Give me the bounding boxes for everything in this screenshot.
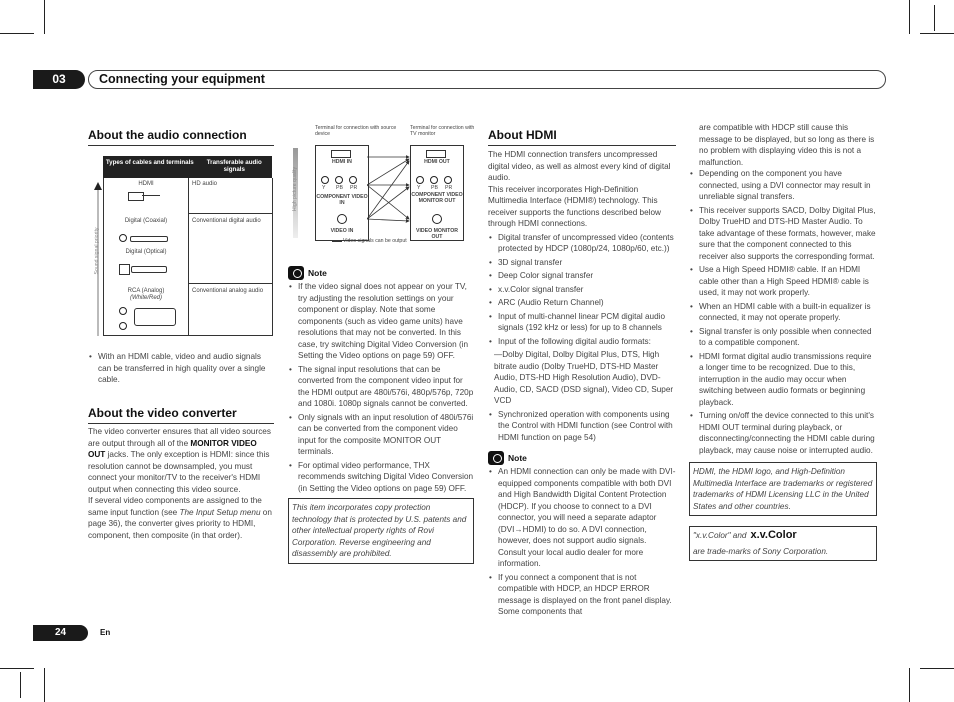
list-item: • Synchronized operation with components using the Control with HDMI function (see Control with HDMI function on page 54) [498, 409, 676, 444]
note-section [288, 266, 474, 564]
text: If several video components are assigned to the same input function (see [88, 496, 262, 517]
list-item: • The signal input resolutions that can be converted from the component video input for the HDMI output are 480i/576i, 480p/576p, 720p and 1080i. 1080p signals cannot be converted. [298, 364, 474, 410]
paragraph: The HDMI connection transfers uncompressed digital video, as well as almost every kind of digital audio. [488, 150, 671, 182]
list-item: • If you connect a component that is not compatible with HDCP, an HDCP ERROR message is displayed on the front panel display. Some components that [498, 572, 676, 618]
cable-optical: Digital (Optical) [125, 249, 167, 255]
y-label: Y [417, 185, 421, 191]
page-number: 24 [33, 625, 88, 641]
list-item: • Use a High Speed HDMI® cable. If an HDMI cable other than a High Speed HDMI® cable is used, it may not work properly. [699, 264, 877, 299]
diagram-caption: Video signals can be output [343, 238, 407, 244]
comp-out-label: COMPONENT VIDEO MONITOR OUT [411, 192, 463, 204]
signal-analog: Conventional analog audio [192, 288, 264, 294]
crop-mark [920, 668, 954, 669]
monitor-label: Terminal for connection with TV monitor [410, 125, 475, 137]
list-item: • With an HDMI cable, video and audio signals can be transferred in high quality over a single cable. [98, 351, 274, 386]
paragraph: are compatible with HDCP still cause this message to be displayed, but so long as there is no problem with displaying video this is not a malfunction. [699, 123, 875, 167]
cable-hdmi: HDMI [138, 181, 154, 187]
menu-reference: The Input Setup menu [179, 507, 261, 517]
cable-rca-colors: (White/Red) [129, 295, 162, 301]
video-diagram [288, 122, 478, 254]
coaxial-jack-icon [119, 234, 127, 242]
rca-jack-icon [335, 176, 343, 184]
hdmi-body [488, 149, 676, 443]
text: are trade-marks of Sony Corporation. [693, 546, 829, 556]
audio-table [90, 156, 272, 336]
list-item: • When an HDMI cable with a built-in equalizer is connected, it may not operate properly. [699, 301, 877, 324]
rca-jack-icon [444, 176, 452, 184]
audio-bullet-list [88, 351, 274, 388]
crop-mark [0, 668, 34, 669]
divider [188, 283, 272, 284]
rca-jack-icon [119, 322, 127, 330]
format-list: —Dolby Digital, Dolby Digital Plus, DTS, High bitrate audio (Dolby TrueHD, DTS-HD Master Audio, DTS-HD High Resolution Audio), DVD-Audio, CD, SACD (DSD signal), Video CD, Super VCD [494, 350, 674, 405]
note-heading [288, 266, 474, 280]
divider [188, 213, 272, 214]
text: The video converter ensures that all video sources are output through all of the [88, 427, 271, 448]
hdmi-jack-icon [331, 150, 351, 158]
chapter-title: Connecting your equipment [88, 70, 886, 89]
comp-in-label: COMPONENT VIDEO IN [316, 194, 368, 206]
list-item: • x.v.Color signal transfer [498, 284, 676, 296]
crop-mark [20, 672, 21, 698]
note-icon [488, 451, 504, 465]
hdmi-section [488, 128, 676, 620]
col-header: Transferable audio signals [206, 159, 262, 173]
rca-jack-icon [337, 214, 347, 224]
signal-arrows [367, 145, 410, 239]
text: on page 36), the converter gives priority to HDMI, component, then composite (in that order). [88, 507, 272, 540]
source-label: Terminal for connection with source device [315, 125, 397, 137]
language-code: En [100, 628, 111, 637]
note-body [288, 281, 474, 494]
video-body [88, 426, 274, 541]
audio-heading: About the audio connection [88, 128, 247, 142]
crop-mark [934, 5, 935, 31]
note-heading [488, 451, 676, 465]
text: jacks. The only exception is HDMI: since this resolution cannot be downsampled, you must connect your monitor/TV to the receiver's HDMI output when connecting this video source. [88, 450, 270, 494]
hdmi-notes-continued [689, 122, 877, 561]
note-title: Note [308, 268, 327, 278]
xvcolor-logo: x.v.Color [750, 529, 797, 541]
divider [488, 145, 676, 146]
list-item: • Deep Color signal transfer [498, 270, 676, 282]
list-item: • Digital transfer of uncompressed video (contents protected by HDCP (1080p/24, 1080p/60, etc.)) [498, 232, 676, 255]
jack-name: MONITOR VIDEO OUT [88, 438, 257, 459]
list-item: • An HDMI connection can only be made with DVI-equipped components compatible with both DVI and High Bandwidth Digital Content Protection (HDCP). If you choose to connect to a DVI connector, you will need a separate adaptor (DVI→HDMI) to do so. A DVI connection, however, does not support audio signals. Consult your local audio dealer for more information. [498, 466, 676, 570]
coaxial-cable-icon [130, 236, 168, 242]
crop-mark [0, 33, 34, 34]
list-item: • Only signals with an input resolution of 480i/576i can be converted from the component video input for the composite MONITOR OUT terminals. [298, 412, 474, 458]
up-arrow-icon [94, 182, 102, 190]
cable-rca: RCA (Analog) [127, 288, 165, 294]
hdmi-heading: About HDMI [488, 128, 557, 142]
crop-mark [909, 0, 910, 34]
list-item: • Input of multi-channel linear PCM digital audio signals (192 kHz or less) for up to 8 channels [498, 311, 676, 334]
rca-jack-icon [430, 176, 438, 184]
list-item: • Depending on the component you have connected, using a DVI connector may result in unreliable signal transfers. [699, 168, 877, 203]
pb-label: PB [336, 185, 343, 191]
signal-hd: HD audio [192, 181, 218, 187]
rca-jack-icon [349, 176, 357, 184]
crop-mark [920, 33, 954, 34]
axis-label: Sound signal priority [94, 227, 100, 275]
signal-digital: Conventional digital audio [192, 218, 261, 224]
rca-jack-icon [416, 176, 424, 184]
rca-jack-icon [321, 176, 329, 184]
monitor-panel [410, 145, 464, 241]
axis-label: High picture quality [292, 166, 298, 212]
pr-label: PR [445, 185, 453, 191]
divider [88, 423, 274, 424]
table-body [103, 178, 273, 336]
video-heading: About the video converter [88, 406, 237, 420]
component-jacks [416, 176, 452, 184]
rca-cable-icon [134, 308, 176, 326]
list-item: • This receiver supports SACD, Dolby Digital Plus, Dolby TrueHD and DTS-HD Master Audio. To take advantage of these formats, however, make sure that the component connected to this receiver also supports the corresponding format. [699, 205, 877, 263]
list-item: • 3D signal transfer [498, 257, 676, 269]
list-item: • HDMI format digital audio transmissions require a longer time to be recognized. Due to this, interruption in the audio may occur when switching between audio formats or beginning playback. [699, 351, 877, 409]
crop-mark [909, 668, 910, 702]
xvcolor-box [689, 526, 877, 561]
list-item: • For optimal video performance, THX recommends switching Digital Video Conversion (in Setting the Video options on page 59) OFF. [298, 460, 474, 495]
table-header [103, 156, 272, 178]
optical-cable-icon [131, 266, 167, 273]
list-item: • Signal transfer is only possible when connected to a compatible component. [699, 326, 877, 349]
optical-jack-icon [119, 264, 130, 275]
legend-arrow [332, 241, 342, 242]
hdmi-jack-icon [426, 150, 446, 158]
rca-jack-icon [119, 307, 127, 315]
divider [88, 145, 274, 146]
pb-label: PB [431, 185, 438, 191]
list-item: • Input of the following digital audio formats: [498, 336, 676, 348]
cable-coaxial: Digital (Coaxial) [124, 218, 168, 224]
source-panel [315, 145, 369, 241]
list-item: • If the video signal does not appear on your TV, try adjusting the resolution settings on your component or display. Note that some components (such as video game units) have resolutions that may not be converted. In this case, try switching Digital Video Conversion (in Setting the Video options on page 59) OFF. [298, 281, 474, 362]
rca-jack-icon [432, 214, 442, 224]
crop-mark [44, 0, 45, 34]
hdmi-plug-icon [128, 192, 144, 201]
cable-line [142, 195, 160, 196]
text: "x.v.Color" and [693, 531, 747, 540]
note-body [689, 122, 877, 456]
component-jacks [321, 176, 357, 184]
copy-protection-box: This item incorporates copy protection technology that is protected by U.S. patents and other intellectual property rights of Rovi Corporation. Reverse engineering and disassembly are prohibited. [288, 498, 474, 564]
note-icon [288, 266, 304, 280]
paragraph: This receiver incorporates High-Definition Multimedia Interface (HDMI®) technology. This receiver supports the functions described below through HDMI connections. [488, 184, 661, 228]
video-out-label: VIDEO MONITOR OUT [416, 228, 458, 240]
video-section [88, 406, 274, 541]
chapter-number: 03 [33, 70, 85, 89]
note-body [488, 466, 676, 618]
list-item: • Turning on/off the device connected to this unit's HDMI OUT terminal during playback, or disconnecting/connecting the HDMI cable during playback, may cause noise or interrupted audio. [699, 410, 877, 456]
hdmi-out-label: HDMI OUT [424, 159, 450, 165]
video-in-label: VIDEO IN [330, 228, 354, 234]
trademark-box: HDMI, the HDMI logo, and High-Definition Multimedia Interface are trademarks or registered trademarks of HDMI Licensing LLC in the United States and other countries. [689, 462, 877, 516]
pr-label: PR [350, 185, 358, 191]
y-label: Y [322, 185, 326, 191]
divider [188, 178, 189, 335]
col-header: Types of cables and terminals [105, 159, 194, 166]
crop-mark [44, 668, 45, 702]
hdmi-in-label: HDMI IN [332, 159, 352, 165]
list-item: • ARC (Audio Return Channel) [498, 297, 676, 309]
note-title: Note [508, 453, 527, 463]
audio-section [88, 128, 274, 146]
